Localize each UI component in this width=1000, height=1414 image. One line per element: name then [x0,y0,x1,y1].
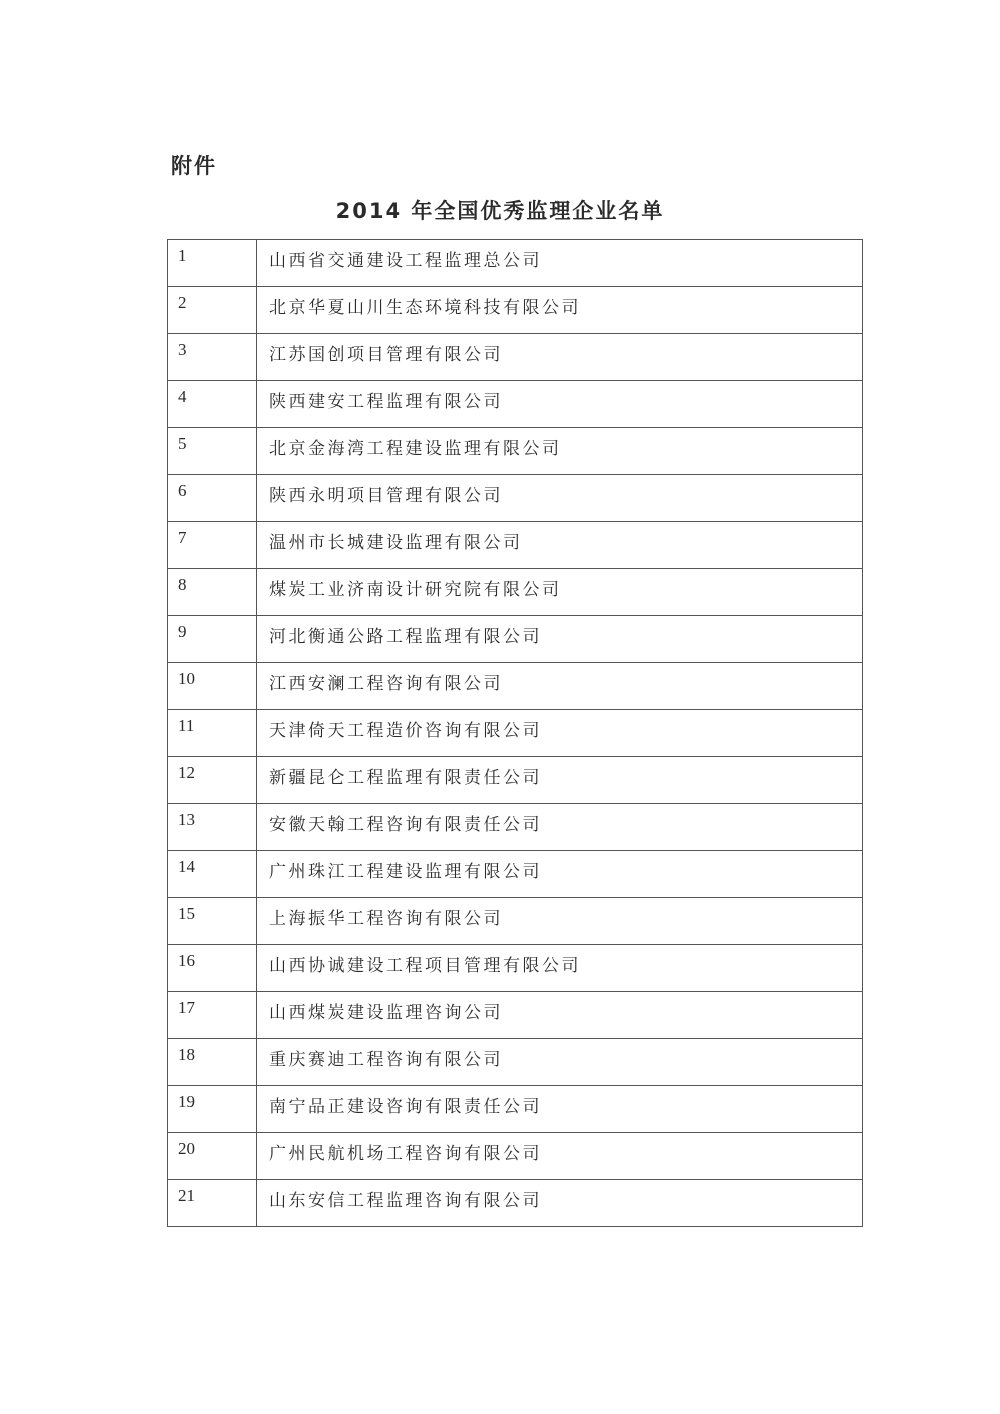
company-list-table [167,239,863,1227]
table-row [168,757,863,804]
company-name: 河北衡通公路工程监理有限公司 [257,616,863,663]
row-number: 11 [168,710,257,757]
table-row [168,1133,863,1180]
table-row [168,522,863,569]
company-name: 山西协诚建设工程项目管理有限公司 [257,945,863,992]
row-number: 9 [168,616,257,663]
company-name: 南宁品正建设咨询有限责任公司 [257,1086,863,1133]
row-number: 16 [168,945,257,992]
row-number: 8 [168,569,257,616]
row-number: 18 [168,1039,257,1086]
row-number: 10 [168,663,257,710]
company-name: 新疆昆仑工程监理有限责任公司 [257,757,863,804]
row-number: 17 [168,992,257,1039]
table-row [168,1086,863,1133]
table-row [168,240,863,287]
table-row [168,475,863,522]
table-row [168,945,863,992]
company-name: 温州市长城建设监理有限公司 [257,522,863,569]
table-row [168,663,863,710]
table-row [168,992,863,1039]
company-name: 山西省交通建设工程监理总公司 [257,240,863,287]
table-row [168,287,863,334]
company-name: 重庆赛迪工程咨询有限公司 [257,1039,863,1086]
table-row [168,1039,863,1086]
company-name: 北京华夏山川生态环境科技有限公司 [257,287,863,334]
table-row [168,898,863,945]
row-number: 5 [168,428,257,475]
table-row [168,569,863,616]
table-body [168,240,863,1227]
row-number: 6 [168,475,257,522]
company-name: 煤炭工业济南设计研究院有限公司 [257,569,863,616]
table-row [168,710,863,757]
table-row [168,334,863,381]
company-name: 江西安澜工程咨询有限公司 [257,663,863,710]
attachment-label: 附件 [171,154,217,178]
company-name: 天津倚天工程造价咨询有限公司 [257,710,863,757]
table-row [168,851,863,898]
company-name: 安徽天翰工程咨询有限责任公司 [257,804,863,851]
row-number: 2 [168,287,257,334]
row-number: 3 [168,334,257,381]
table-row [168,616,863,663]
row-number: 13 [168,804,257,851]
company-name: 山西煤炭建设监理咨询公司 [257,992,863,1039]
company-name: 江苏国创项目管理有限公司 [257,334,863,381]
table-row [168,381,863,428]
row-number: 14 [168,851,257,898]
row-number: 19 [168,1086,257,1133]
table-row [168,804,863,851]
row-number: 20 [168,1133,257,1180]
company-name: 广州珠江工程建设监理有限公司 [257,851,863,898]
row-number: 12 [168,757,257,804]
company-name: 陕西建安工程监理有限公司 [257,381,863,428]
row-number: 21 [168,1180,257,1227]
row-number: 7 [168,522,257,569]
table-row [168,428,863,475]
company-name: 山东安信工程监理咨询有限公司 [257,1180,863,1227]
document-title: 2014 年全国优秀监理企业名单 [335,199,665,223]
company-name: 北京金海湾工程建设监理有限公司 [257,428,863,475]
table-row [168,1180,863,1227]
row-number: 1 [168,240,257,287]
company-name: 广州民航机场工程咨询有限公司 [257,1133,863,1180]
company-name: 上海振华工程咨询有限公司 [257,898,863,945]
row-number: 4 [168,381,257,428]
row-number: 15 [168,898,257,945]
company-name: 陕西永明项目管理有限公司 [257,475,863,522]
